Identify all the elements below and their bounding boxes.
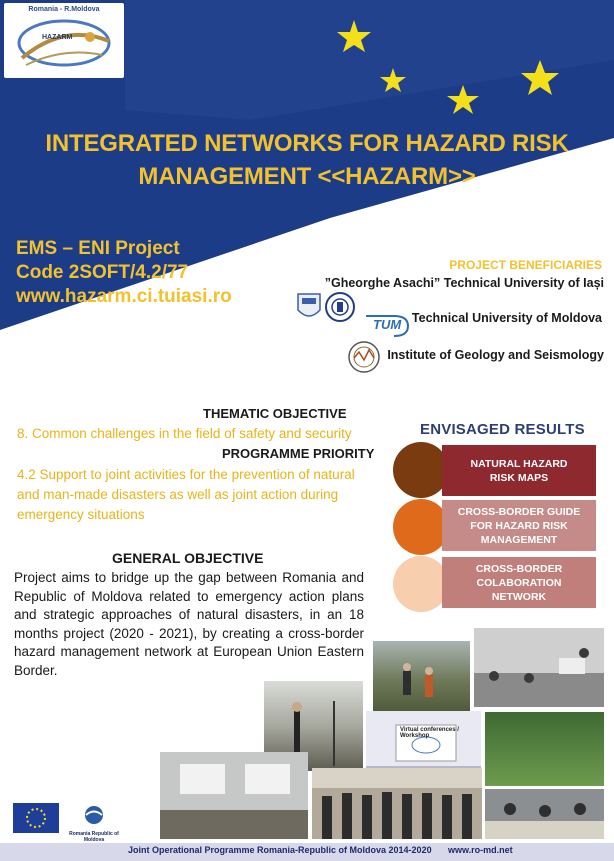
priority-heading: PROGRAMME PRIORITY [222,446,375,461]
handshake-icon [64,804,124,826]
screen-caption: Virtual conferences / Workshop [400,727,459,739]
beneficiary-tum: Technical University of Moldova [411,311,602,325]
general-text: Project aims to bridge up the gap between Romania and Republic of Moldova related to emergency action plans and strategic approaches of natural disasters, in an 18 months project (2020 - 2021), by creating a cross-border hazard management network at European Union Eastern Border. [14,570,364,678]
thematic-text: 8. Common challenges in the field of safety and security [17,426,352,441]
igs-logo-icon [347,340,381,374]
hazarm-logo [4,3,124,78]
beneficiary-igs: Institute of Geology and Seismology [387,348,604,362]
title-line-1: INTEGRATED NETWORKS FOR HAZARD RISK [45,130,569,157]
photo-lecture-hall [160,752,308,839]
tum-logo-text: TUM [373,317,402,332]
tum-logo-icon [364,312,410,338]
eu-flag-icon [13,803,59,833]
tuiasi-logos-icon [296,292,356,324]
photo-group [312,768,482,839]
footer-programme: Joint Operational Programme Romania-Republic of Moldova 2014-2020 [128,845,432,855]
photo-greenhouse [485,712,604,786]
project-code: Code 2SOFT/4.2/77 [16,262,189,283]
result-circle-1 [393,442,449,498]
title-line-2: MANAGEMENT <<HAZARM>> [138,163,476,190]
result-box-1 [442,445,596,496]
general-heading: GENERAL OBJECTIVE [112,550,264,566]
result-label-3: CROSS-BORDER COLABORATION NETWORK [475,562,563,603]
photo-field-group [373,641,470,712]
result-circle-2 [393,499,449,555]
photo-meeting-room [474,628,604,707]
photo-conference-table [485,789,604,839]
footer-url[interactable]: www.ro-md.net [448,845,513,855]
priority-text: 4.2 Support to joint activities for the prevention of natural and man-made disasters as well as joint action during emergency situations [17,467,355,522]
ro-md-programme-logo [64,804,124,843]
result-box-2 [442,500,596,551]
poster-title [20,127,594,193]
logo-top-text: Romania - R.Moldova [28,6,100,13]
result-circle-3 [393,556,449,612]
ro-md-label: Romania Republic of Moldova [69,831,119,843]
project-website[interactable]: www.hazarm.ci.tuiasi.ro [16,286,232,307]
thematic-heading: THEMATIC OBJECTIVE [203,406,347,421]
result-label-1: NATURAL HAZARD RISK MAPS [470,457,568,484]
results-title: ENVISAGED RESULTS [420,421,585,438]
result-label-2: CROSS-BORDER GUIDE FOR HAZARD RISK MANAGEMENT [457,505,581,546]
beneficiary-tuiasi: ”Gheorghe Asachi” Technical University of Iași [324,276,604,290]
result-box-3 [442,557,596,608]
project-info [16,237,232,309]
logo-word: HAZARM [42,34,73,41]
beneficiaries-title: PROJECT BENEFICIARIES [449,258,602,272]
project-line-1: EMS – ENI Project [16,238,180,259]
